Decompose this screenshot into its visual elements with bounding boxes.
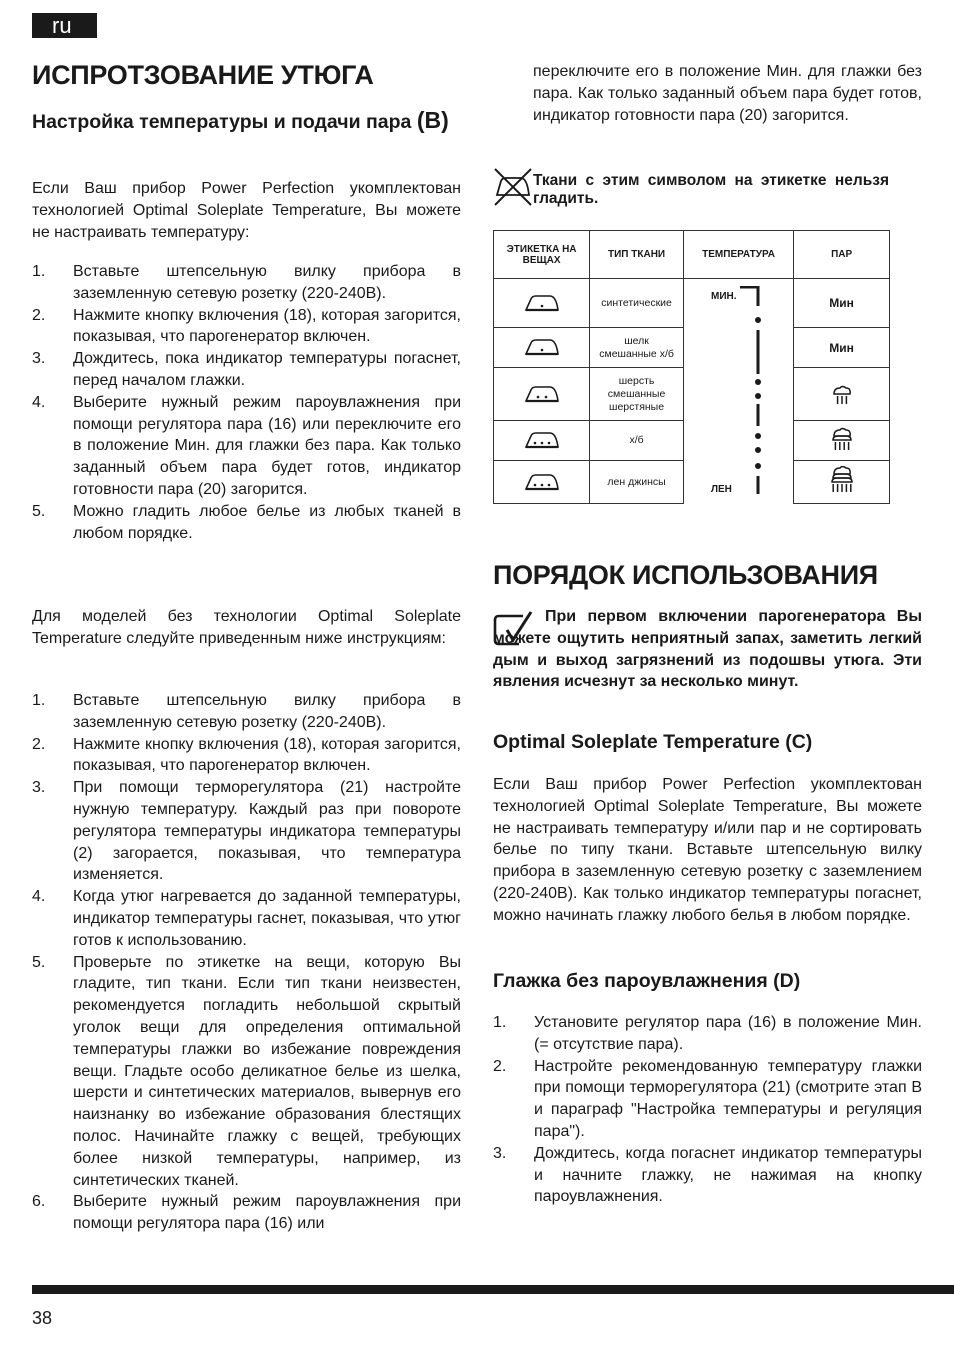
list-item: [32, 305, 461, 349]
list-item-text: Нажмите кнопку включения (18), которая загорится, показывая, что парогенератор включен.: [73, 306, 461, 346]
continued-text: переключите его в положение Мин. для глажки без пара. Как только заданный объем пара будет готов, индикатор готовности пара (20) загорится.: [533, 63, 922, 124]
temperature-cell: [683, 279, 793, 328]
fabric-type-cell: синтетические: [590, 279, 684, 328]
section-c-text: Если Ваш прибор Power Perfection укомплектован технологией Optimal Soleplate Temperature, Вы можете не настраивать температуру и/или пар и не сортировать белье по типу ткани. Вставьте штепсельную вилку прибора в заземленную сетевую розетку с заземлением (220-240В). Как только индикатор температуры погаснет, можно начинать глажку любого белья в любом порядке.: [493, 776, 922, 924]
list-item-number: 2.: [32, 306, 46, 324]
list-item-number: 6.: [32, 1193, 46, 1211]
iron-symbol-icon: [494, 368, 590, 421]
list-item: [32, 348, 461, 392]
list-item: [32, 777, 461, 886]
list-item-number: 1.: [32, 692, 46, 709]
iron-symbol-icon: [494, 461, 590, 504]
section-title-iron-use: ИСПРОТЗОВАНИЕ УТЮГА: [32, 60, 374, 90]
list-item-text: Вставьте штепсельную вилку прибора в заземленную сетевую розетку (220-240В).: [73, 692, 461, 731]
list-item: [32, 261, 461, 305]
list-item-text: При помощи терморегулятора (21) настройте нужную температуру. Каждый раз при повороте регулятора температуры индикатора температуры (2) загорается, показывая, что температура изменяется.: [73, 779, 461, 884]
temperature-cell: [683, 421, 793, 461]
header-label: ЭТИКЕТКА НА ВЕЩАХ: [494, 231, 590, 279]
list-item-text: Настройте рекомендованную температуру глажки при помощи терморегулятора (21) (смотрите этап B и параграф "Настройка температуры и регуляция пара").: [534, 1057, 922, 1140]
header-temperature: ТЕМПЕРАТУРА: [683, 231, 793, 279]
table-row: [494, 461, 890, 504]
iron-symbol-icon: [494, 279, 590, 328]
temperature-cell: [683, 368, 793, 421]
header-fabric: ТИП ТКАНИ: [590, 231, 684, 279]
table-row: [494, 279, 890, 328]
list-item-number: 5.: [32, 953, 46, 971]
note-check-icon: [493, 610, 533, 650]
section-title-usage: ПОРЯДОК ИСПОЛЬЗОВАНИЯ: [493, 560, 878, 590]
list-item: [32, 690, 461, 734]
list-item-text: Проверьте по этикетке на вещи, которую Вы гладите, тип ткани. Если тип ткани неизвестен, рекомендуется погладить небольшой скрытый уголок вещи для определения оптимальной температуры глажки во избежание повреждения вещи. Гладьте особо деликатное белье из шелка, шерсти и синтетических материалов, вывернув его наизнанку во избежание образования блестящих полос. Начинайте глажку с вещей, требующих более низкой температуры, например, из синтетических тканей.: [73, 953, 461, 1189]
list-item: [493, 1012, 922, 1056]
list-item-number: 3.: [493, 1144, 507, 1162]
list-item-text: Нажмите кнопку включения (18), которая загорится, показывая, что парогенератор включен.: [73, 735, 461, 775]
list-item: [32, 501, 461, 545]
fabric-type-cell: х/б: [590, 421, 684, 461]
list-item-text: Вставьте штепсельную вилку прибора в заземленную сетевую розетку (220-240В).: [73, 263, 461, 302]
temperature-scale: [740, 286, 770, 503]
first-use-note: [493, 606, 922, 693]
list-item-number: 1.: [493, 1014, 507, 1031]
list-item: [32, 952, 461, 1192]
no-iron-note: Ткани с этим символом на этикетке нельзя гладить.: [533, 172, 889, 207]
list-item-number: 4.: [32, 393, 46, 411]
list-item-text: Установите регулятор пара (16) в положение Мин. (= отсутствие пара).: [534, 1014, 922, 1053]
list-item-number: 3.: [32, 350, 46, 368]
list-item: [32, 886, 461, 951]
list-item: [32, 392, 461, 501]
section-b-marker: (B): [416, 107, 449, 133]
list-d: [493, 1012, 922, 1208]
temp-max-label: ЛЕН: [711, 484, 732, 495]
steam-cell: [794, 368, 890, 421]
steam-cell: Мин: [794, 279, 890, 328]
temperature-cell: [683, 328, 793, 368]
list-item: [493, 1143, 922, 1208]
list-item-text: Дождитесь, пока индикатор температуры погаснет, перед началом глажки.: [73, 350, 461, 389]
section-b-title: [32, 107, 461, 135]
steam-cell: [794, 421, 890, 461]
list-standard: [32, 690, 461, 1235]
language-badge: ru: [32, 13, 97, 38]
steam-icon: [828, 485, 856, 499]
table-row: [494, 421, 890, 461]
list-item: [32, 1191, 461, 1235]
temp-min-label: МИН.: [711, 291, 737, 302]
fabric-type-cell: лен джинсы: [590, 461, 684, 504]
list-item-number: 2.: [493, 1057, 507, 1075]
list-item-number: 3.: [32, 779, 46, 797]
section-d-title: Глажка без пароувлажнения (D): [493, 970, 801, 992]
temperature-cell: [683, 461, 793, 504]
list-item: [32, 734, 461, 778]
footer-bar: [32, 1285, 954, 1294]
fabric-table: [493, 230, 890, 504]
steam-cell: [794, 461, 890, 504]
list-item-number: 5.: [32, 502, 46, 520]
list-item-text: Когда утюг нагревается до заданной температуры, индикатор температуры гаснет, показывая, что утюг готов к использованию.: [73, 888, 461, 949]
list-item-text: Выберите нужный режим пароувлажнения при помощи регулятора пара (16) или: [73, 1193, 461, 1233]
page-number: 38: [32, 1308, 53, 1328]
intro-standard: Для моделей без технологии Optimal Soleplate Temperature следуйте приведенным ниже инструкциям:: [32, 608, 461, 647]
list-item-number: 2.: [32, 735, 46, 753]
table-row: [494, 368, 890, 421]
iron-symbol-icon: [494, 421, 590, 461]
first-use-note-text: При первом включении парогенератора Вы можете ощутить неприятный запах, заметить легкий дым и выход загрязнений из подошвы утюга. Эти явления исчезнут за несколько минут.: [493, 608, 922, 691]
header-steam: ПАР: [794, 231, 890, 279]
steam-cell: Мин: [794, 328, 890, 368]
fabric-type-cell: шелк смешанные х/б: [590, 328, 684, 368]
list-item: [493, 1056, 922, 1143]
list-item-number: 1.: [32, 263, 46, 280]
list-item-text: Можно гладить любое белье из любых тканей в любом порядке.: [73, 502, 461, 542]
steam-icon: [828, 443, 856, 457]
no-iron-icon: [493, 167, 533, 207]
intro-optimal: Если Ваш прибор Power Perfection укомплектован технологией Optimal Soleplate Temperature, Вы можете не настраивать температуру:: [32, 180, 461, 241]
list-item-text: Дождитесь, когда погаснет индикатор температуры и начните глажку, не нажимая на кнопку пароувлажнения.: [534, 1144, 922, 1206]
iron-symbol-icon: [494, 328, 590, 368]
section-c-title: Optimal Soleplate Temperature (C): [493, 731, 813, 753]
steam-icon: [828, 397, 856, 411]
section-b-title-text: Настройка температуры и подачи пара: [32, 111, 412, 133]
table-row: [494, 328, 890, 368]
fabric-type-cell: шерсть смешанные шерстяные: [590, 368, 684, 421]
list-optimal: [32, 261, 461, 544]
list-item-text: Выберите нужный режим пароувлажнения при помощи регулятора пара (16) или переключите его в положение Мин. для глажки без пара. Как только заданный объем пара будет готов, индикатор готовности пара (20) загорится.: [73, 393, 461, 498]
list-item-number: 4.: [32, 888, 46, 906]
